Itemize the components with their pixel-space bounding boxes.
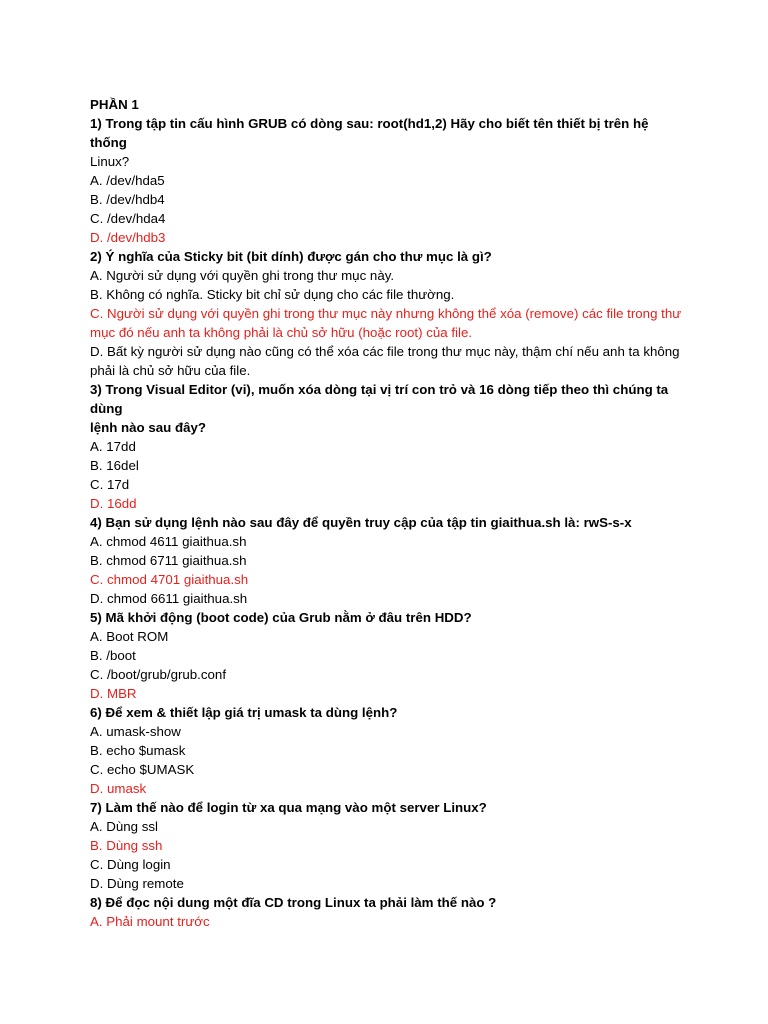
question-text: dùng xyxy=(90,401,123,416)
answer-option: A. chmod 4611 giaithua.sh xyxy=(90,534,247,549)
correct-answer-option: A. Phải mount trước xyxy=(90,914,210,929)
question-block xyxy=(90,380,690,513)
answer-option: B. echo $umask xyxy=(90,743,186,758)
answer-option: D. chmod 6611 giaithua.sh xyxy=(90,591,248,606)
answer-option: C. 17d xyxy=(90,477,130,492)
question-block xyxy=(90,513,690,608)
correct-answer-option: B. Dùng ssh xyxy=(90,838,163,853)
question-text: thống xyxy=(90,135,127,150)
question-block xyxy=(90,114,690,247)
answer-option: C. /dev/hda4 xyxy=(90,211,166,226)
answer-option: B. /boot xyxy=(90,648,136,663)
question-text: 4) Bạn sử dụng lệnh nào sau đây để quyền truy cập của tập tin giaithua.sh là: rwS-s-x xyxy=(90,515,632,530)
question-text: 2) Ý nghĩa của Sticky bit (bit dính) được gán cho thư mục là gì? xyxy=(90,249,492,264)
question-text: 3) Trong Visual Editor (vi), muốn xóa dòng tại vị trí con trỏ và 16 dòng tiếp theo thì chúng ta xyxy=(90,382,669,397)
question-text: 1) Trong tập tin cấu hình GRUB có dòng sau: root(hd1,2) Hãy cho biết tên thiết bị trên hệ xyxy=(90,116,649,131)
document-page xyxy=(90,95,690,931)
question-text-continued: Linux? xyxy=(90,154,130,169)
answer-option: C. Dùng login xyxy=(90,857,171,872)
answer-option: B. 16del xyxy=(90,458,139,473)
correct-answer-option: C. Người sử dụng với quyền ghi trong thư mục này nhưng không thể xóa (remove) các file trong thư mục đó nếu anh ta không phải là chủ sở hữu (hoặc root) của file. xyxy=(90,306,682,340)
answer-option: A. 17dd xyxy=(90,439,136,454)
answer-option: A. Dùng ssl xyxy=(90,819,158,834)
answer-option: B. chmod 6711 giaithua.sh xyxy=(90,553,247,568)
answer-option: C. echo $UMASK xyxy=(90,762,195,777)
correct-answer-option: C. chmod 4701 giaithua.sh xyxy=(90,572,249,587)
question-text: 5) Mã khởi động (boot code) của Grub nằm ở đâu trên HDD? xyxy=(90,610,472,625)
answer-option: A. Boot ROM xyxy=(90,629,169,644)
answer-option: C. /boot/grub/grub.conf xyxy=(90,667,227,682)
answer-option: D. Bất kỳ người sử dụng nào cũng có thể xóa các file trong thư mục này, thậm chí nếu anh ta không phải là chủ sở hữu của file. xyxy=(90,344,680,378)
question-block xyxy=(90,893,690,931)
correct-answer-option: D. umask xyxy=(90,781,147,796)
answer-option: B. Không có nghĩa. Sticky bit chỉ sử dụng cho các file thường. xyxy=(90,287,455,302)
question-text: lệnh nào sau đây? xyxy=(90,420,207,435)
question-block xyxy=(90,703,690,798)
question-text: 6) Để xem & thiết lập giá trị umask ta dùng lệnh? xyxy=(90,705,398,720)
section-title: PHẦN 1 xyxy=(90,97,139,112)
answer-option: A. umask-show xyxy=(90,724,181,739)
answer-option: A. Người sử dụng với quyền ghi trong thư mục này. xyxy=(90,268,395,283)
question-block xyxy=(90,247,690,380)
question-text: 8) Để đọc nội dung một đĩa CD trong Linux ta phải làm thế nào ? xyxy=(90,895,497,910)
answer-option: B. /dev/hdb4 xyxy=(90,192,165,207)
correct-answer-option: D. MBR xyxy=(90,686,137,701)
correct-answer-option: D. /dev/hdb3 xyxy=(90,230,166,245)
correct-answer-option: D. 16dd xyxy=(90,496,137,511)
question-text: 7) Làm thế nào để login từ xa qua mạng vào một server Linux? xyxy=(90,800,487,815)
answer-option: A. /dev/hda5 xyxy=(90,173,165,188)
answer-option: D. Dùng remote xyxy=(90,876,184,891)
question-block xyxy=(90,608,690,703)
question-block xyxy=(90,798,690,893)
